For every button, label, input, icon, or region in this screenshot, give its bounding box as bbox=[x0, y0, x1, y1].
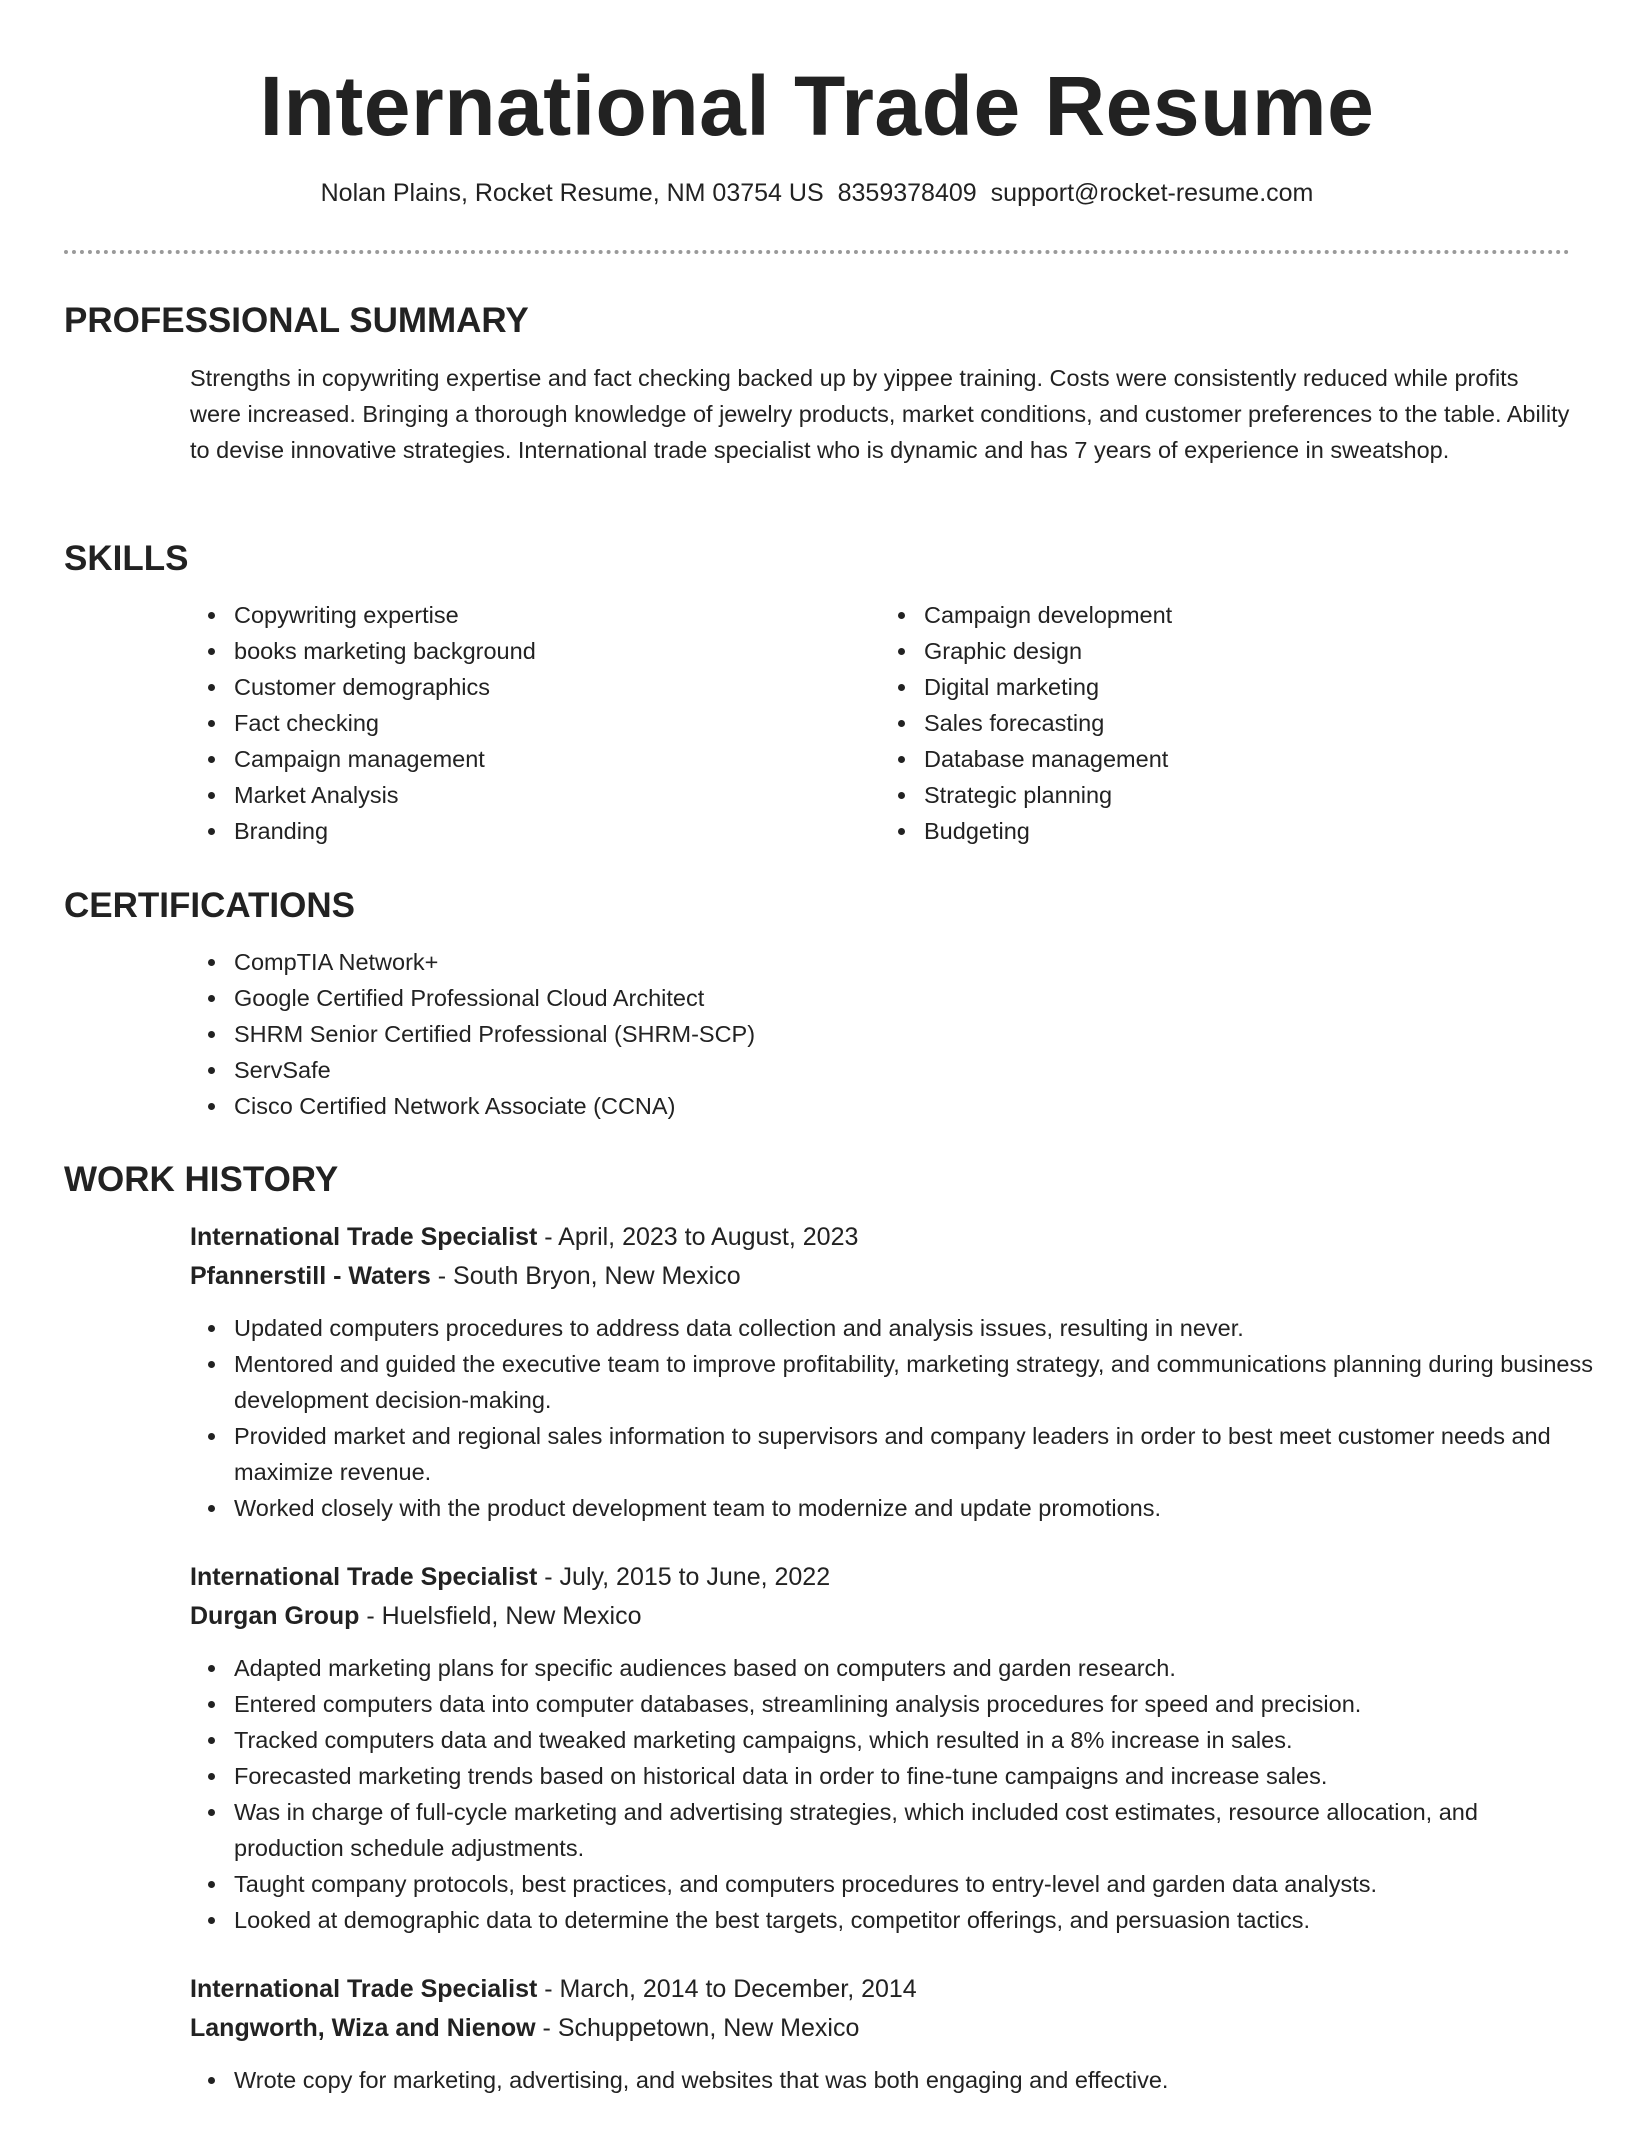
certification-item: CompTIA Network+ bbox=[234, 944, 1570, 980]
job-bullet: Was in charge of full-cycle marketing and advertising strategies, which included cost estimates, resource allocation, and production schedule adjustments. bbox=[234, 1794, 1594, 1866]
skills-list-right bbox=[880, 597, 1570, 849]
job-bullet: Adapted marketing plans for specific audiences based on computers and garden research. bbox=[234, 1650, 1594, 1686]
contact-email[interactable]: support@rocket-resume.com bbox=[990, 179, 1314, 207]
certifications-section bbox=[64, 884, 1570, 1124]
skill-item: Budgeting bbox=[924, 813, 1570, 849]
skill-item: Strategic planning bbox=[924, 777, 1570, 813]
job-entry bbox=[190, 1558, 1570, 1938]
certification-item: Google Certified Professional Cloud Architect bbox=[234, 980, 1570, 1016]
job-entry bbox=[190, 1970, 1570, 2098]
job-bullet: Tracked computers data and tweaked marketing campaigns, which resulted in a 8% increase in sales. bbox=[234, 1722, 1594, 1758]
job-company-line bbox=[190, 1257, 1570, 1296]
job-bullet: Wrote copy for marketing, advertising, and websites that was both engaging and effective. bbox=[234, 2062, 1594, 2098]
job-dates: - March, 2014 to December, 2014 bbox=[537, 1975, 917, 2003]
job-title-line bbox=[190, 1218, 1570, 1257]
skills-columns bbox=[190, 597, 1570, 849]
certification-item: Cisco Certified Network Associate (CCNA) bbox=[234, 1088, 1570, 1124]
summary-section bbox=[64, 299, 1570, 468]
certifications-heading: CERTIFICATIONS bbox=[64, 886, 356, 925]
skill-item: Graphic design bbox=[924, 633, 1570, 669]
job-title-line bbox=[190, 1970, 1570, 2009]
job-location: - Huelsfield, New Mexico bbox=[359, 1602, 642, 1630]
job-bullets bbox=[190, 2062, 1594, 2098]
skill-item: books marketing background bbox=[234, 633, 880, 669]
job-bullet: Provided market and regional sales information to supervisors and company leaders in order to best meet customer needs and maximize revenue. bbox=[234, 1418, 1594, 1490]
skill-item: Sales forecasting bbox=[924, 705, 1570, 741]
job-company: Pfannerstill - Waters bbox=[190, 1262, 431, 1290]
certifications-list bbox=[190, 944, 1570, 1124]
job-bullet: Entered computers data into computer databases, streamlining analysis procedures for speed and precision. bbox=[234, 1686, 1594, 1722]
contact-line bbox=[64, 178, 1570, 208]
job-bullet: Forecasted marketing trends based on historical data in order to fine-tune campaigns and increase sales. bbox=[234, 1758, 1594, 1794]
job-bullet: Mentored and guided the executive team to improve profitability, marketing strategy, and communications planning during business development decision-making. bbox=[234, 1346, 1594, 1418]
job-title: International Trade Specialist bbox=[190, 1563, 538, 1591]
job-dates: - July, 2015 to June, 2022 bbox=[537, 1563, 831, 1591]
job-bullet: Updated computers procedures to address data collection and analysis issues, resulting in never. bbox=[234, 1310, 1594, 1346]
skills-heading: SKILLS bbox=[64, 539, 189, 578]
work-history-section bbox=[64, 1158, 1593, 2130]
job-location: - Schuppetown, New Mexico bbox=[535, 2014, 860, 2042]
skills-list-left bbox=[190, 597, 880, 849]
job-bullet: Taught company protocols, best practices, and computers procedures to entry-level and garden data analysts. bbox=[234, 1866, 1594, 1902]
header-divider bbox=[64, 250, 1570, 254]
skill-item: Campaign development bbox=[924, 597, 1570, 633]
summary-text: Strengths in copywriting expertise and fact checking backed up by yippee training. Costs were consistently reduced while profits were increased. Bringing a thorough knowledge of jewelry products, market conditions, and customer preferences to the table. Ability to devise innovative strategies. International trade specialist who is dynamic and has 7 years of experience in sweatshop. bbox=[190, 365, 1570, 463]
job-title-line bbox=[190, 1558, 1570, 1597]
skill-item: Database management bbox=[924, 741, 1570, 777]
job-entry bbox=[190, 1218, 1593, 1526]
job-location: - South Bryon, New Mexico bbox=[430, 1262, 741, 1290]
job-company: Durgan Group bbox=[190, 1602, 360, 1630]
certification-item: ServSafe bbox=[234, 1052, 1570, 1088]
job-company-line bbox=[190, 2009, 1570, 2048]
work-history-heading: WORK HISTORY bbox=[64, 1160, 339, 1199]
job-company: Langworth, Wiza and Nienow bbox=[190, 2014, 536, 2042]
summary-heading: PROFESSIONAL SUMMARY bbox=[64, 301, 529, 340]
contact-address: Nolan Plains, Rocket Resume, NM 03754 US bbox=[320, 179, 824, 207]
job-company-line bbox=[190, 1597, 1570, 1636]
job-bullet: Looked at demographic data to determine the best targets, competitor offerings, and persuasion tactics. bbox=[234, 1902, 1594, 1938]
certification-item: SHRM Senior Certified Professional (SHRM-SCP) bbox=[234, 1016, 1570, 1052]
contact-phone: 8359378409 bbox=[837, 179, 977, 207]
job-title: International Trade Specialist bbox=[190, 1975, 538, 2003]
skill-item: Copywriting expertise bbox=[234, 597, 880, 633]
job-bullet: Worked closely with the product development team to modernize and update promotions. bbox=[234, 1490, 1594, 1526]
skill-item: Campaign management bbox=[234, 741, 880, 777]
skill-item: Fact checking bbox=[234, 705, 880, 741]
job-bullets bbox=[190, 1310, 1594, 1526]
job-title: International Trade Specialist bbox=[190, 1223, 538, 1251]
skill-item: Digital marketing bbox=[924, 669, 1570, 705]
resume-page bbox=[64, 0, 1593, 2093]
skill-item: Market Analysis bbox=[234, 777, 880, 813]
skills-section bbox=[64, 537, 1570, 849]
resume-title: International Trade Resume bbox=[259, 59, 1375, 153]
skill-item: Customer demographics bbox=[234, 669, 880, 705]
jobs-list bbox=[190, 1218, 1593, 2098]
job-bullets bbox=[190, 1650, 1594, 1938]
job-dates: - April, 2023 to August, 2023 bbox=[537, 1223, 859, 1251]
certifications-body bbox=[190, 944, 1570, 1124]
skill-item: Branding bbox=[234, 813, 880, 849]
